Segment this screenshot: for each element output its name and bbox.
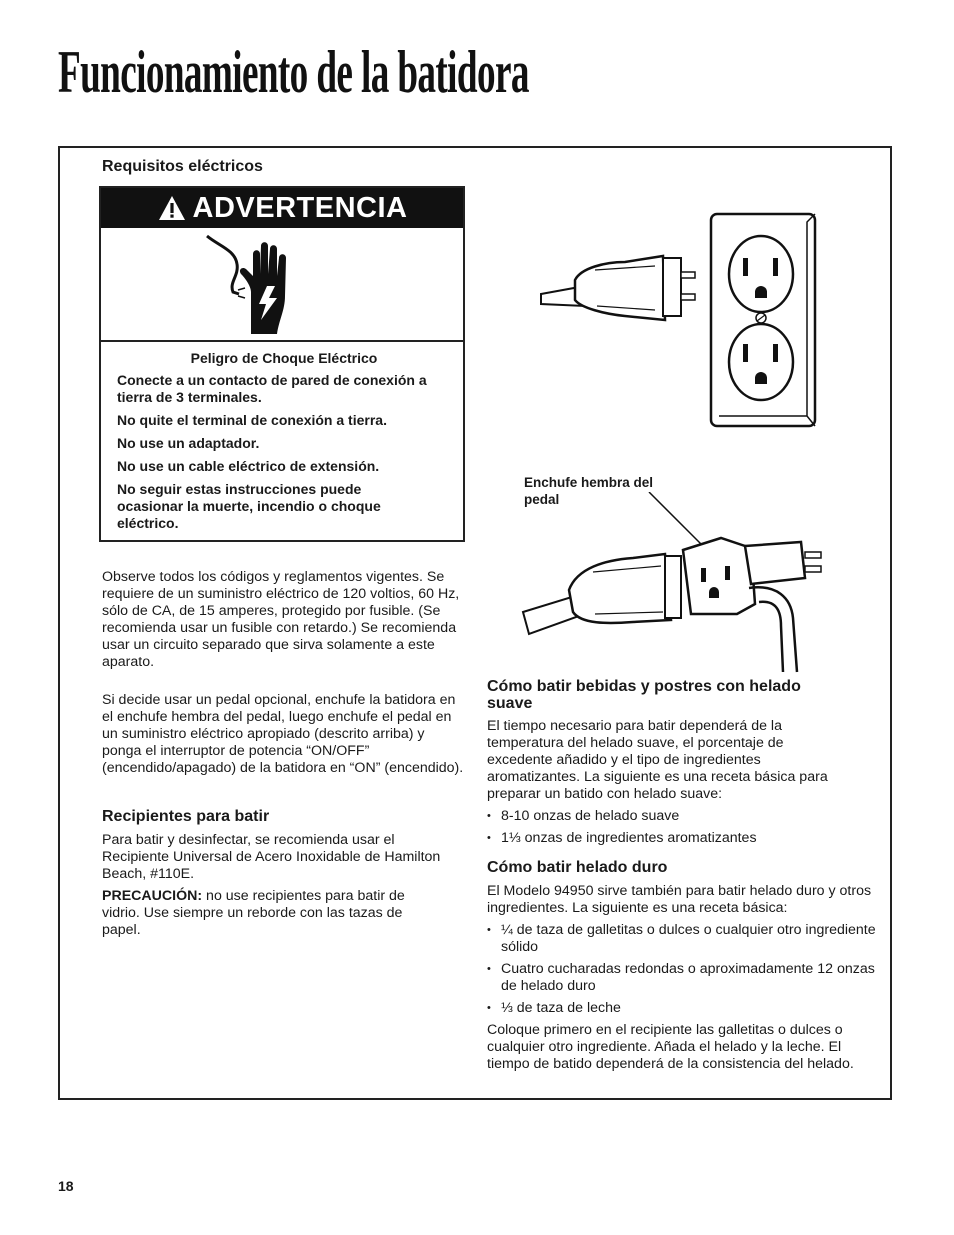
warning-header-label: ADVERTENCIA bbox=[192, 191, 408, 224]
electrical-paragraph-2: Si decide usar un pedal opcional, enchufe la batidora en el enchufe hembra del pedal, luego enchufe el pedal en un suministro eléctrico apropiado (descrito arriba) y ponga el interruptor de potencia “ON/OFF” (encendido/apagado) de la batidora en “ON” (encendido). bbox=[102, 692, 464, 776]
electric-shock-hand-icon bbox=[205, 234, 305, 336]
warning-line: Conecte a un contacto de pared de conexión a tierra de 3 terminales. bbox=[117, 372, 427, 405]
pedal-plug-illustration bbox=[515, 492, 835, 674]
page-number: 18 bbox=[58, 1178, 74, 1194]
electrical-requirements-heading: Requisitos eléctricos bbox=[102, 158, 263, 175]
warning-line: No use un cable eléctrico de extensión. bbox=[117, 458, 380, 474]
callout-label: Enchufe hembra del pedal bbox=[524, 475, 654, 507]
warning-title: Peligro de Choque Eléctrico bbox=[190, 350, 378, 366]
warning-text bbox=[101, 342, 463, 532]
soft-serve-paragraph: El tiempo necesario para batir dependerá de la temperatura del helado suave, el porcentaje de excedente añadido y el tipo de ingredientes aromatizantes. La siguiente es una receta básica para preparar un batido con helado suave: bbox=[487, 718, 828, 802]
warning-triangle-icon bbox=[157, 194, 187, 222]
warning-line: No quite el terminal de conexión a tierra. bbox=[117, 412, 387, 428]
electrical-paragraph-1: Observe todos los códigos y reglamentos vigentes. Se requiere de un suministro eléctrico de 120 voltios, 60 Hz, sólo de CA, de 15 amperes, protegido por fusible. (Se recomienda usar un fusible con retardo.) Se recomienda usar un circuito separado que sirva solamente a este aparato. bbox=[102, 569, 460, 670]
warning-line: No use un adaptador. bbox=[117, 435, 260, 451]
list-item: • ⅓ de taza de leche bbox=[487, 1000, 879, 1017]
soft-serve-list bbox=[487, 808, 877, 852]
containers-paragraph: Para batir y desinfectar, se recomienda usar el Recipiente Universal de Acero Inoxidable de Hamilton Beach, #110E. bbox=[102, 832, 441, 882]
hard-ice-cream-heading: Cómo batir helado duro bbox=[487, 859, 668, 876]
list-item: • 8-10 onzas de helado suave bbox=[487, 808, 877, 825]
list-item: • 1⅓ onzas de ingredientes aromatizantes bbox=[487, 830, 877, 847]
warning-icon-area bbox=[101, 228, 463, 342]
caution-label: PRECAUCIÓN: bbox=[102, 888, 203, 904]
list-item: • ¼ de taza de galletitas o dulces o cualquier otro ingrediente sólido bbox=[487, 922, 879, 956]
list-item: • Cuatro cucharadas redondas o aproximadamente 12 onzas de helado duro bbox=[487, 961, 879, 995]
warning-box bbox=[99, 186, 465, 542]
hard-ice-cream-paragraph: El Modelo 94950 sirve también para batir helado duro y otros ingredientes. La siguiente es una receta básica: bbox=[487, 883, 872, 916]
caution-text: no use recipientes para batir de vidrio. Use siempre un reborde con las tazas de papel. bbox=[102, 888, 405, 938]
warning-header bbox=[101, 188, 463, 228]
hard-ice-cream-paragraph-2: Coloque primero en el recipiente las galletitas o dulces o cualquier otro ingrediente. Añada el helado y la leche. El tiempo de batido dependerá de la consistencia del helado. bbox=[487, 1022, 854, 1072]
warning-line: No seguir estas instrucciones puede ocasionar la muerte, incendio o choque eléctrico. bbox=[117, 481, 381, 531]
caution-paragraph bbox=[102, 888, 442, 939]
soft-serve-heading: Cómo batir bebidas y postres con helado suave bbox=[487, 678, 801, 712]
containers-heading: Recipientes para batir bbox=[102, 808, 270, 825]
page-title: Funcionamiento de la batidora bbox=[58, 39, 529, 105]
wall-outlet-illustration bbox=[515, 208, 825, 438]
hard-ice-cream-list bbox=[487, 922, 879, 1022]
